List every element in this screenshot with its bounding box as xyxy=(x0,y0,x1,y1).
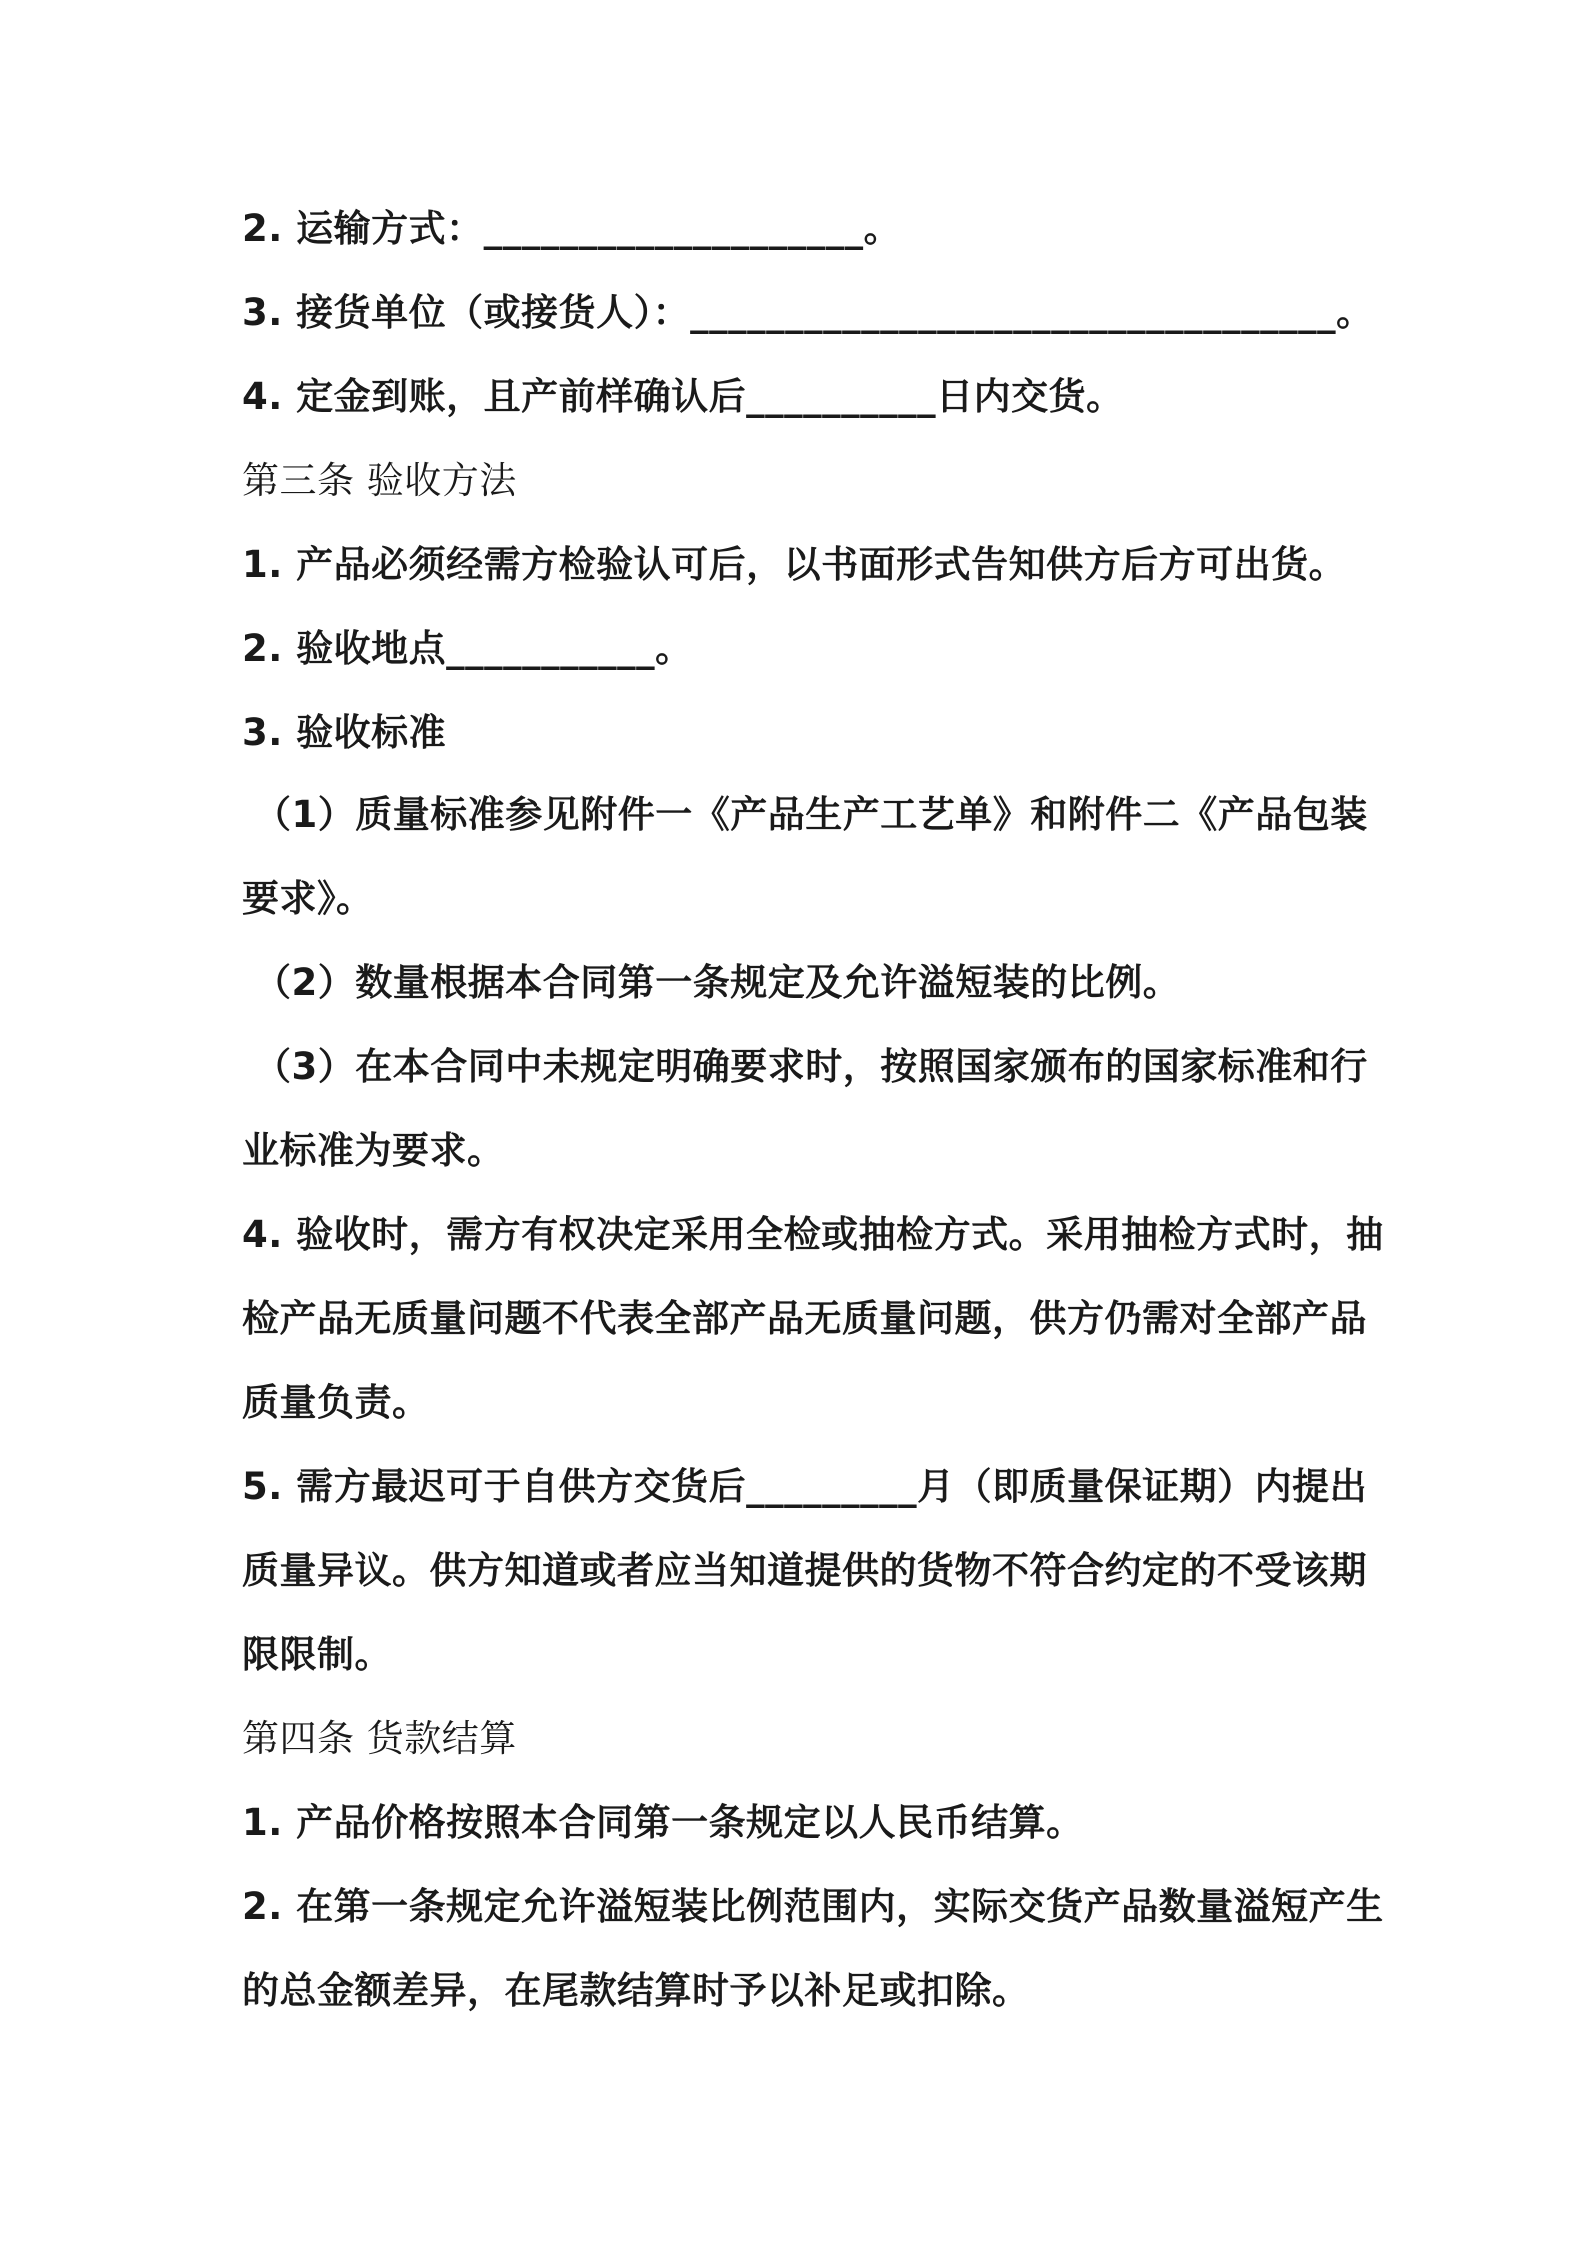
clause-line-inspection-method-end: 质量负责。 xyxy=(242,1381,430,1424)
clause-line-acceptance-standard: 3. 验收标准 xyxy=(242,711,447,754)
clause-line-quality-objection-end: 限限制。 xyxy=(242,1633,392,1676)
clause-line-quantity-difference-cont: 的总金额差异，在尾款结算时予以补足或扣除。 xyxy=(242,1969,1030,2012)
clause-line-quantity-standard: （2）数量根据本合同第一条规定及允许溢短装的比例。 xyxy=(254,961,1181,1004)
clause-line-quality-standard-cont: 要求》。 xyxy=(242,877,374,920)
clause-line-acceptance-location: 2. 验收地点___________。 xyxy=(242,627,693,670)
clause-line-quantity-difference: 2. 在第一条规定允许溢短装比例范围内，实际交货产品数量溢短产生 xyxy=(242,1885,1384,1928)
clause-line-inspection-approval: 1. 产品必须经需方检验认可后，以书面形式告知供方后方可出货。 xyxy=(242,543,1347,586)
clause-line-quality-objection: 5. 需方最迟可于自供方交货后_________月（即质量保证期）内提出 xyxy=(242,1465,1368,1508)
clause-line-national-standard: （3）在本合同中未规定明确要求时，按照国家颁布的国家标准和行 xyxy=(254,1045,1368,1088)
clause-line-national-standard-cont: 业标准为要求。 xyxy=(242,1129,505,1172)
clause-line-price-currency: 1. 产品价格按照本合同第一条规定以人民币结算。 xyxy=(242,1801,1084,1844)
clause-line-quality-standard: （1）质量标准参见附件一《产品生产工艺单》和附件二《产品包装 xyxy=(254,793,1368,836)
section-heading-payment: 第四条 货款结算 xyxy=(242,1717,517,1760)
clause-line-delivery-days: 4. 定金到账，且产前样确认后__________日内交货。 xyxy=(242,375,1124,418)
clause-line-inspection-method-cont: 检产品无质量问题不代表全部产品无质量问题，供方仍需对全部产品 xyxy=(242,1297,1367,1340)
clause-line-transport-method: 2. 运输方式：____________________。 xyxy=(242,207,902,250)
clause-line-inspection-method: 4. 验收时，需方有权决定采用全检或抽检方式。采用抽检方式时，抽 xyxy=(242,1213,1384,1256)
clause-line-consignee: 3. 接货单位（或接货人）：__________________________________。 xyxy=(242,291,1374,334)
clause-line-quality-objection-cont: 质量异议。供方知道或者应当知道提供的货物不符合约定的不受该期 xyxy=(242,1549,1367,1592)
section-heading-acceptance: 第三条 验收方法 xyxy=(242,459,517,502)
